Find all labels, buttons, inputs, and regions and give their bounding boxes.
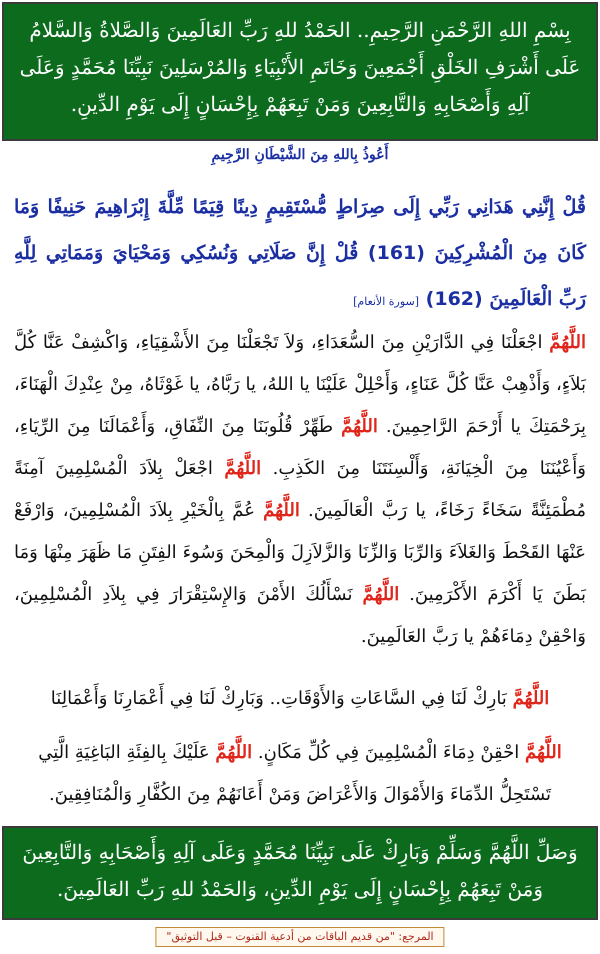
allahumma-word: اللَّهُمَّ — [215, 742, 253, 763]
verse-number-162: (162) — [425, 288, 483, 310]
dua-line-protection — [14, 732, 586, 816]
quran-verse — [14, 184, 586, 325]
verse-part-1: قُلْ إِنَّنِي هَدَانِي رَبِّي إِلَى صِرَاطٍ مُّسْتَقِيمٍ دِينًا قِيَمًا مِّلَّةَ إِبْرَاهِيمَ حَنِيفًا وَمَا كَانَ مِنَ الْمُشْرِكِينَ — [14, 196, 586, 264]
allahumma-word: اللَّهُمَّ — [525, 742, 562, 763]
taawwuz-line: أَعُوذُ بِاللهِ مِنَ الشَّيْطَانِ الرَّجِيمِ — [211, 147, 389, 163]
allahumma-word: اللَّهُمَّ — [549, 332, 586, 353]
dua-sentence-4: عُمَّ بِالْخَيْرِ بِلاَدَ الْمُسْلِمِينَ، وَارْفَعْ عَنْهَا القَحْطَ وَالغَلاَءَ وَالرِّبَا وَالزِّنَا وَالزَّلاَزِلَ وَالْمِحَنَ وَسُوءَ الفِتَنِ مَا ظَهَرَ مِنْهَا وَمَا بَطَنَ يَا أَكْرَمَ الأَكْرَمِينَ. — [14, 500, 586, 605]
closing-text: وَصَلِّ اللَّهُمَّ وَسَلِّمْ وَبَارِكْ عَلَى نَبِيِّنَا مُحَمَّدٍ وَعَلَى آلِهِ وَأَصْحَابِهِ وَالتَّابِعِينَ وَمَنْ تَبِعَهُمْ بِإِحْسَانٍ إِلَى يَوْمِ الدِّينِ، وَالحَمْدُ للهِ رَبِّ العَالَمِينَ. — [22, 840, 578, 901]
dua-main-paragraph — [14, 322, 586, 658]
verse-number-161: (161) — [367, 242, 425, 264]
reference-note: المرجع: "من قديم الباقات من أدعية القنوت – قبل التوثيق" — [155, 927, 444, 947]
allahumma-word: اللَّهُمَّ — [512, 688, 550, 709]
dua-second-paragraph — [14, 678, 586, 816]
dua-sentence-2: طَهِّرْ قُلُوبَنَا مِنَ النِّفَاقِ، وَأَعْمَالَنَا مِنَ الرِّيَاءِ، وَأَعْيُنَنَا مِنَ الْخِيَانَةِ، وَأَلْسِنَتَنَا مِنَ الكَذِبِ. — [14, 416, 586, 479]
allahumma-word: اللَّهُمَّ — [341, 416, 378, 437]
dua-line-blessing — [14, 678, 586, 720]
opening-box — [2, 2, 598, 141]
allahumma-word: اللَّهُمَّ — [362, 584, 400, 605]
opening-text: بِسْمِ اللهِ الرَّحْمَنِ الرَّحِيمِ.. الحَمْدُ للهِ رَبِّ العَالَمِينَ وَالصَّلاةُ وَالسَّلامُ عَلَى أَشْرَفِ الخَلْقِ أَجْمَعِينَ وَخَاتَمِ الأَنْبِيَاءِ وَالمُرْسَلِينَ نَبِيِّنَا مُحَمَّدٍ وَعَلَى آلِهِ وَأَصْحَابِهِ وَالتَّابِعِينَ وَمَنْ تَبِعَهُمْ بِإِحْسَانٍ إِلَى يَوْمِ الدِّينِ. — [19, 18, 581, 116]
dua-sentence-1: اجْعَلْنَا فِي الدَّارَيْنِ مِنَ السُّعَدَاءِ، وَلاَ تَجْعَلْنَا مِنَ الأَشْقِيَاءِ، وَاكْشِفْ عَنَّا كُلَّ بَلاَءٍ، وَأَذْهِبْ عَنَّا كُلَّ عَنَاءٍ، وَأَحْلِلْ عَلَيْنَا يا اللهُ، يا رَبَّاهُ، يا غَوْثَاهُ، مِنْ عِنْدِكَ الْهَنَاءَ، بِرَحْمَتِكَ يا أَرْحَمَ الرَّاحِمِينَ. — [13, 332, 587, 437]
dua-sentence-5: نَسْأَلُكَ الأَمْنَ وَالإِسْتِقْرَارَ فِي بِلاَدِ الْمُسْلِمِينَ، وَاحْقِنْ دِمَاءَهُمْ يا رَبَّ العَالَمِينَ. — [14, 584, 586, 647]
dua-sentence-3: اجْعَلْ بِلاَدَ الْمُسْلِمِينَ آمِنَةً مُطْمَئِنَّةً سَخَاءً رَخَاءً، يا رَبَّ الْعَالَمِينَ. — [14, 458, 586, 521]
dua-two-sentence-1: بَارِكْ لَنَا فِي السَّاعَاتِ وَالأَوْقَاتِ.. وَبَارِكْ لَنَا فِي أَعْمَارِنَا وَأَعْمَالِنَا — [50, 688, 507, 709]
allahumma-word: اللَّهُمَّ — [263, 500, 300, 521]
dua-two-sentence-2: احْقِنْ دِمَاءَ الْمُسْلِمِينَ فِي كُلِّ مَكَانٍ. — [257, 742, 520, 763]
closing-box — [2, 826, 598, 920]
verse-part-2: قُلْ إِنَّ صَلَاتِي وَنُسُكِي وَمَحْيَايَ وَمَمَاتِي لِلَّهِ رَبِّ الْعَالَمِينَ — [14, 242, 586, 310]
allahumma-word: اللَّهُمَّ — [224, 458, 262, 479]
dua-two-sentence-3: عَلَيْكَ بِالفِئَةِ البَاغِيَةِ الَّتِي تَسْتَحِلُّ الدِّمَاءَ وَالأَمْوَالَ وَالأَعْرَاضَ وَمَنْ أَعَانَهُمْ مِنَ الكُفَّارِ وَالْمُنَافِقِينَ. — [38, 742, 552, 805]
surah-reference: [سورة الأنعام] — [353, 295, 420, 308]
